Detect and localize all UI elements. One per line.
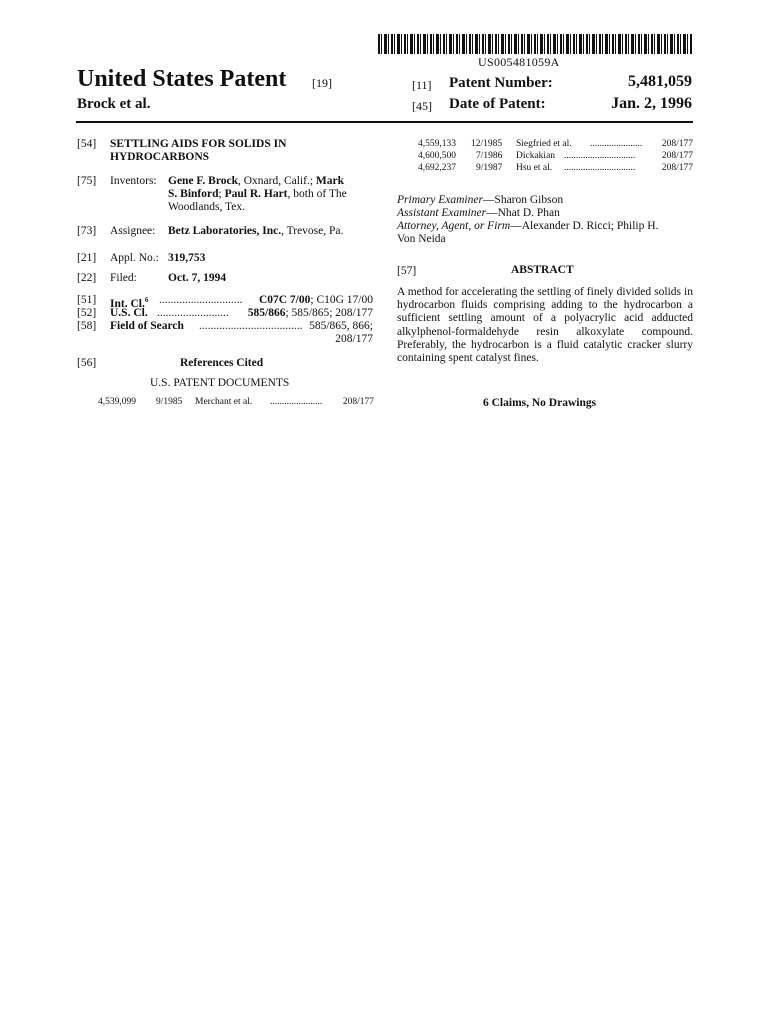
filed-code: [22] (77, 272, 97, 284)
intcl-label: Int. Cl.$^6$ (110, 296, 149, 310)
intcl-dots: ............................. (159, 294, 243, 306)
intcl-code: [51] (77, 294, 97, 306)
assignee-code: [73] (77, 225, 97, 237)
patent-number-code: [11] (412, 78, 432, 92)
search-dots: .................................... (199, 320, 303, 332)
date-label: Date of Patent: (449, 96, 546, 112)
filed-value: Oct. 7, 1994 (168, 272, 227, 284)
claims-summary: 6 Claims, No Drawings (483, 397, 597, 409)
primary-examiner: Primary Examiner—Sharon Gibson (397, 194, 564, 206)
patent-number-label: Patent Number: (449, 75, 553, 91)
barcode-number: US005481059A (478, 55, 560, 69)
barcode (378, 34, 692, 54)
date-code: [45] (412, 99, 432, 113)
search-value-2: 208/177 (335, 333, 373, 345)
title-code: [19] (312, 76, 332, 90)
search-value-1: 585/865, 866; (309, 320, 373, 332)
uscl-label: U.S. Cl. (110, 307, 148, 319)
abstract-code: [57] (397, 265, 417, 277)
inventors-line3: Woodlands, Tex. (168, 201, 245, 213)
search-label: Field of Search (110, 320, 184, 332)
reference-row: 4,559,133 12/1985 Siegfried et al. ...................... 208/177 (418, 139, 693, 149)
search-code: [58] (77, 320, 97, 332)
appl-value: 319,753 (168, 252, 206, 264)
uscl-value: 585/866; 585/865; 208/177 (247, 307, 373, 319)
date-value: Jan. 2, 1996 (611, 95, 692, 112)
reference-row: 4,539,099 9/1985 Merchant et al. ...................... 208/177 (98, 397, 374, 407)
inventors-line2: S. Binford; Paul R. Hart, both of The (168, 188, 347, 200)
refs-subtitle: U.S. PATENT DOCUMENTS (150, 377, 290, 389)
appl-code: [21] (77, 252, 97, 264)
title-field-code: [54] (77, 138, 97, 150)
header-rule (76, 121, 693, 123)
inventors-line1: Gene F. Brock, Oxnard, Calif.; Mark (168, 175, 345, 187)
refs-title: References Cited (180, 357, 264, 369)
attorney: Attorney, Agent, or Firm—Alexander D. Ricci; Philip H. (397, 220, 659, 232)
refs-code: [56] (77, 357, 97, 369)
patent-number-value: 5,481,059 (628, 73, 692, 90)
uscl-code: [52] (77, 307, 97, 319)
abstract-title: ABSTRACT (511, 264, 574, 276)
reference-row: 4,692,237 9/1987 Hsu et al. .............................. 208/177 (418, 163, 693, 173)
assistant-examiner: Assistant Examiner—Nhat D. Phan (397, 207, 560, 219)
filed-label: Filed: (110, 272, 137, 284)
inventors-label: Inventors: (110, 175, 157, 187)
invention-title-line2: HYDROCARBONS (110, 151, 210, 163)
invention-title-line1: SETTLING AIDS FOR SOLIDS IN (110, 138, 287, 150)
intcl-value: C07C 7/00; C10G 17/00 (258, 294, 373, 306)
abstract-text: A method for accelerating the settling of finely divided solids in hydrocarbon fluids comprising adding to the hydrocarbon a sufficient settling amount of a polyacrylic acid adducted alkylphenol-formaldehyde resin alkoxylate compound. Preferably, the hydrocarbon is a fluid catalytic cracker slurry containing spent catalyst fines. (397, 286, 693, 365)
document-title: United States Patent (77, 66, 287, 92)
authors: Brock et al. (77, 96, 151, 112)
assignee-value: Betz Laboratories, Inc., Trevose, Pa. (168, 225, 344, 237)
uscl-dots: ......................... (157, 307, 229, 319)
appl-label: Appl. No.: (110, 252, 159, 264)
inventors-code: [75] (77, 175, 97, 187)
attorney-line2: Von Neida (397, 233, 446, 245)
assignee-label: Assignee: (110, 225, 156, 237)
reference-row: 4,600,500 7/1986 Dickakian .............................. 208/177 (418, 151, 693, 161)
